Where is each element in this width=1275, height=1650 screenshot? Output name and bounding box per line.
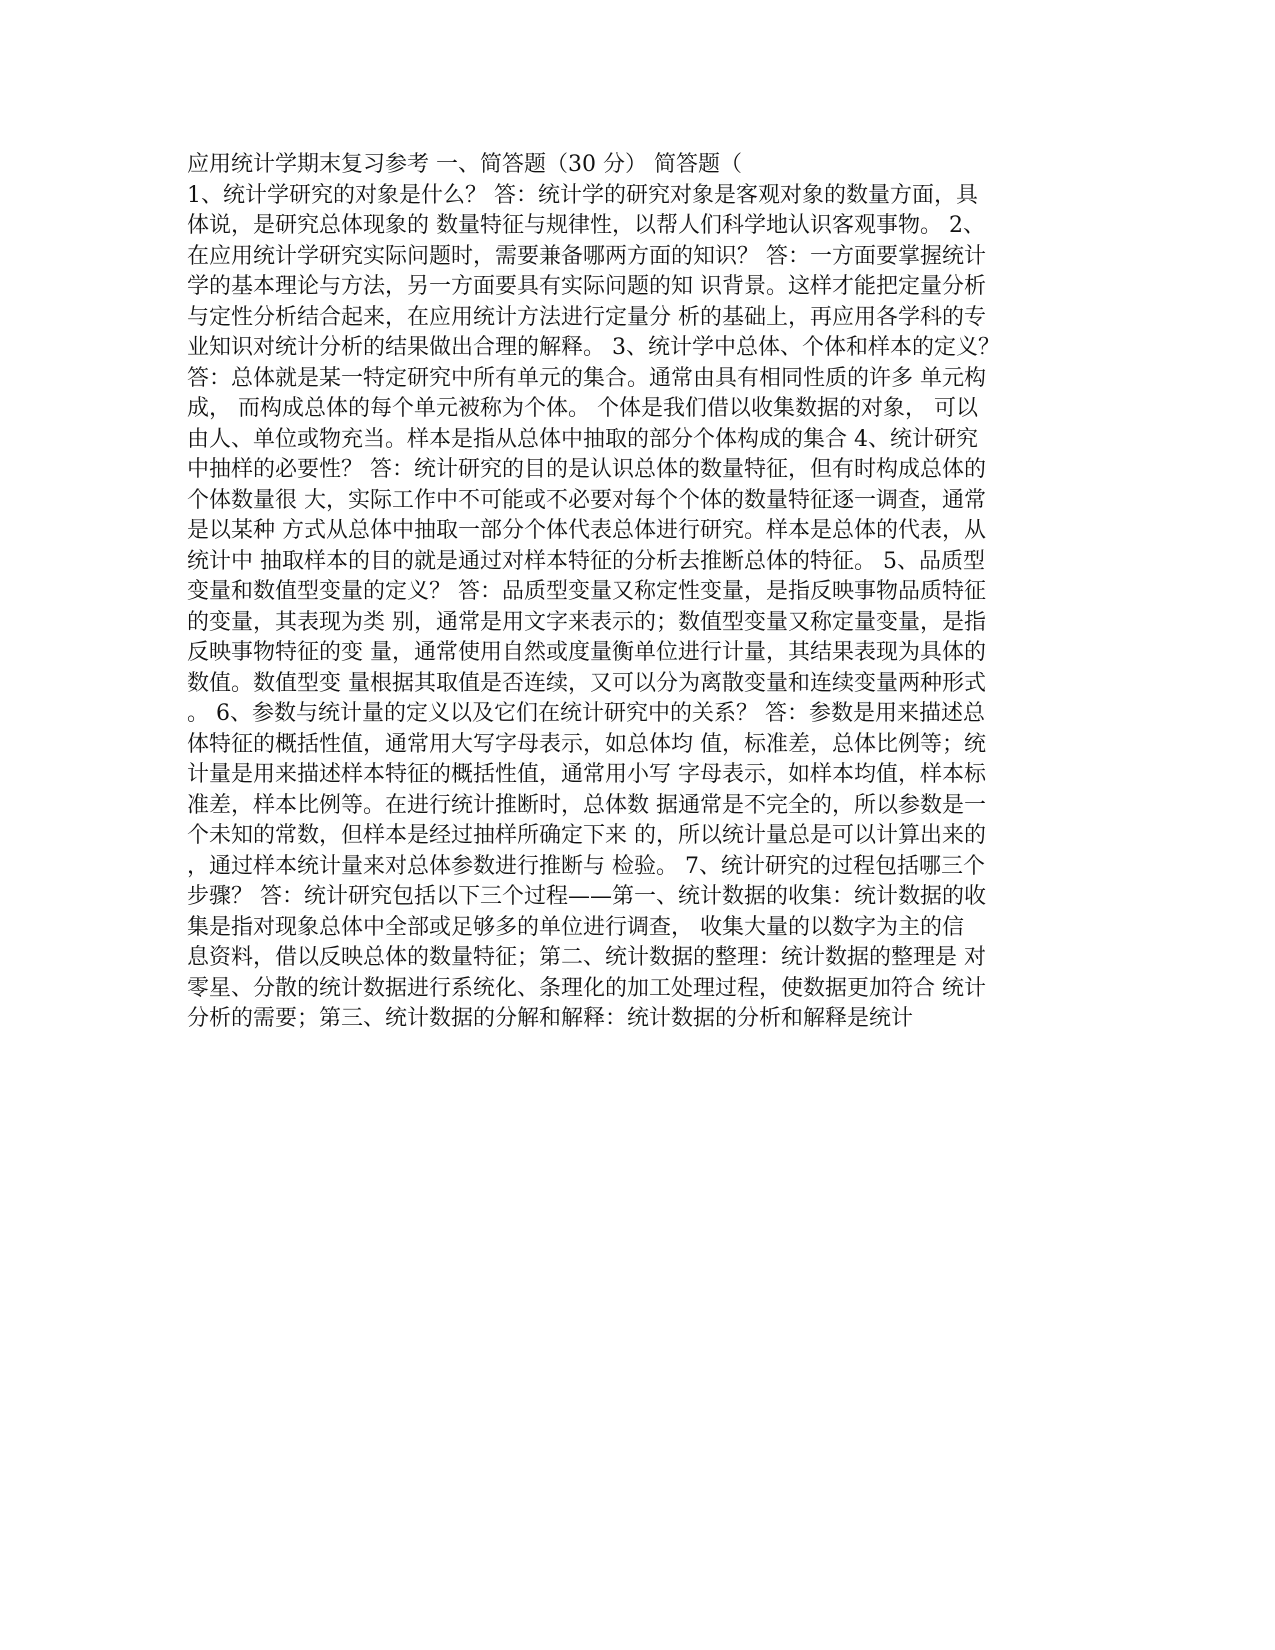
text-line: 体特征的概括性值，通常用大写字母表示，如总体均 值，标准差，总体比例等；统	[187, 731, 986, 757]
text-line: 应用统计学期末复习参考 一、简答题（30 分） 简答题（	[187, 152, 742, 177]
document-body-text	[187, 150, 1087, 1035]
text-line: 在应用统计学研究实际问题时，需要兼备哪两方面的知识？ 答：一方面要掌握统计	[187, 243, 986, 269]
text-line: 分析的需要；第三、统计数据的分解和解释：统计数据的分析和解释是统计	[187, 1006, 914, 1031]
text-line: 变量和数值型变量的定义？ 答：品质型变量又称定性变量，是指反映事物品质特征	[187, 579, 986, 604]
text-line: 体说，是研究总体现象的 数量特征与规律性，以帮人们科学地认识客观事物。 2、	[187, 213, 985, 238]
text-line: 准差，样本比例等。在进行统计推断时，总体数 据通常是不完全的，所以参数是一	[187, 792, 986, 818]
text-line: 统计中 抽取样本的目的就是通过对样本特征的分析去推断总体的特征。 5、品质型	[187, 548, 985, 574]
text-line: 。 6、参数与统计量的定义以及它们在统计研究中的关系？ 答：参数是用来描述总	[187, 701, 985, 726]
text-line: 计量是用来描述样本特征的概括性值，通常用小写 字母表示，如样本均值，样本标	[187, 762, 986, 787]
text-line: 1、统计学研究的对象是什么？ 答：统计学的研究对象是客观对象的数量方面，具	[187, 182, 978, 208]
text-line: 零星、分散的统计数据进行系统化、条理化的加工处理过程，使数据更加符合 统计	[187, 975, 986, 1001]
text-line: 步骤？ 答：统计研究包括以下三个过程——第一、统计数据的收集：统计数据的收	[187, 884, 986, 909]
text-line: 学的基本理论与方法，另一方面要具有实际问题的知 识背景。这样才能把定量分析	[187, 274, 986, 299]
text-line: 由人、单位或物充当。样本是指从总体中抽取的部分个体构成的集合 4、统计研究	[187, 426, 978, 452]
text-line: 的变量，其表现为类 别，通常是用文字来表示的；数值型变量又称定量变量，是指	[187, 609, 986, 635]
text-line: 数值。数值型变 量根据其取值是否连续，又可以分为离散变量和连续变量两种形式	[187, 670, 986, 696]
text-line: 成， 而构成总体的每个单元被称为个体。 个体是我们借以收集数据的对象， 可以	[187, 396, 978, 421]
text-line: 反映事物特征的变 量，通常使用自然或度量衡单位进行计量，其结果表现为具体的	[187, 640, 986, 665]
text-line: 集是指对现象总体中全部或足够多的单位进行调查， 收集大量的以数字为主的信	[187, 914, 964, 940]
text-line: 业知识对统计分析的结果做出合理的解释。 3、统计学中总体、个体和样本的定义？	[187, 335, 1000, 360]
text-line: 个未知的常数，但样本是经过抽样所确定下来 的，所以统计量总是可以计算出来的	[187, 823, 986, 848]
text-line: 答：总体就是某一特定研究中所有单元的集合。通常由具有相同性质的许多 单元构	[187, 365, 986, 391]
text-line: 息资料，借以反映总体的数量特征；第二、统计数据的整理：统计数据的整理是 对	[187, 945, 986, 970]
text-line: 与定性分析结合起来，在应用统计方法进行定量分 析的基础上，再应用各学科的专	[187, 304, 986, 330]
text-line: 是以某种 方式从总体中抽取一部分个体代表总体进行研究。样本是总体的代表，从	[187, 518, 986, 543]
text-line: 中抽样的必要性？ 答：统计研究的目的是认识总体的数量特征，但有时构成总体的	[187, 457, 986, 482]
text-line: 个体数量很 大，实际工作中不可能或不必要对每个个体的数量特征逐一调查，通常	[187, 487, 986, 513]
text-line: ，通过样本统计量来对总体参数进行推断与 检验。 7、统计研究的过程包括哪三个	[187, 853, 985, 879]
